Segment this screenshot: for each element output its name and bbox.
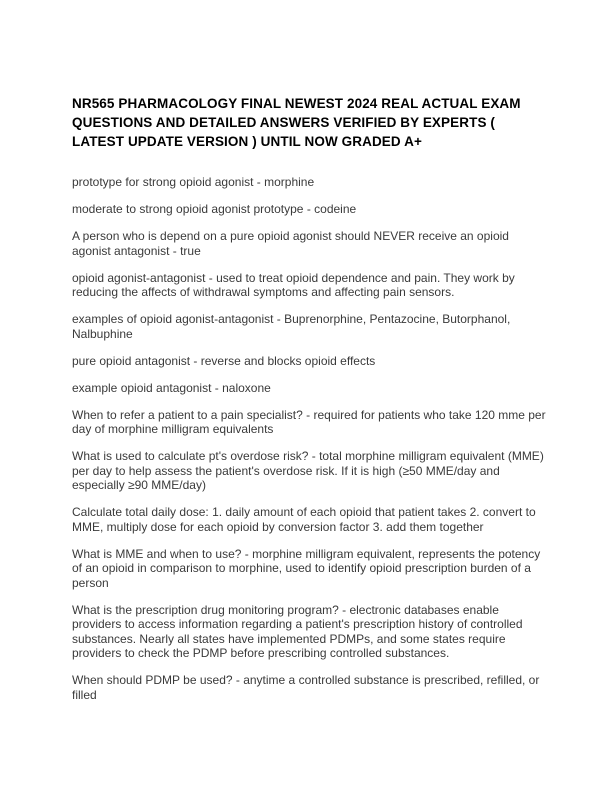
qa-item: examples of opioid agonist-antagonist - Buprenorphine, Pentazocine, Butorphanol, Nalbuphine bbox=[72, 312, 511, 341]
document-body bbox=[72, 175, 547, 715]
qa-item: When should PDMP be used? - anytime a controlled substance is prescribed, refilled, or filled bbox=[72, 673, 540, 702]
qa-item: moderate to strong opioid agonist prototype - codeine bbox=[72, 202, 357, 216]
qa-item: What is used to calculate pt's overdose risk? - total morphine milligram equivalent (MME) per day to help assess the patient's overdose risk. If it is high (≥50 MME/day and especially ≥90 MME/day) bbox=[72, 449, 544, 492]
qa-item: When to refer a patient to a pain specialist? - required for patients who take 120 mme per day of morphine milligram equivalents bbox=[72, 407, 546, 436]
qa-item: A person who is depend on a pure opioid agonist should NEVER receive an opioid agonist antagonist - true bbox=[72, 229, 509, 258]
qa-item: example opioid antagonist - naloxone bbox=[72, 380, 271, 395]
qa-item: opioid agonist-antagonist - used to treat opioid dependence and pain. They work by reducing the affects of withdrawal symptoms and affecting pain sensors. bbox=[72, 270, 515, 299]
qa-item: What is MME and when to use? - morphine milligram equivalent, represents the potency of an opioid in comparison to morphine, used to identify opioid prescription burden of a person bbox=[72, 546, 541, 590]
qa-item: What is the prescription drug monitoring program? - electronic databases enable providers to access information regarding a patient's prescription history of controlled substances. Nearly all states have implemented PDMPs, and some states require providers to check the PDMP before prescribing controlled substances. bbox=[72, 602, 523, 660]
document-title: NR565 PHARMACOLOGY FINAL NEWEST 2024 REAL ACTUAL EXAM QUESTIONS AND DETAILED ANSWERS VERIFIED BY EXPERTS ( LATEST UPDATE VERSION ) UNTIL NOW GRADED A+ bbox=[72, 96, 521, 149]
qa-item: Calculate total daily dose: 1. daily amount of each opioid that patient takes 2. convert to MME, multiply dose for each opioid by conversion factor 3. add them together bbox=[72, 505, 536, 534]
qa-item: prototype for strong opioid agonist - morphine bbox=[72, 175, 315, 189]
qa-item: pure opioid antagonist - reverse and blocks opioid effects bbox=[72, 353, 376, 368]
